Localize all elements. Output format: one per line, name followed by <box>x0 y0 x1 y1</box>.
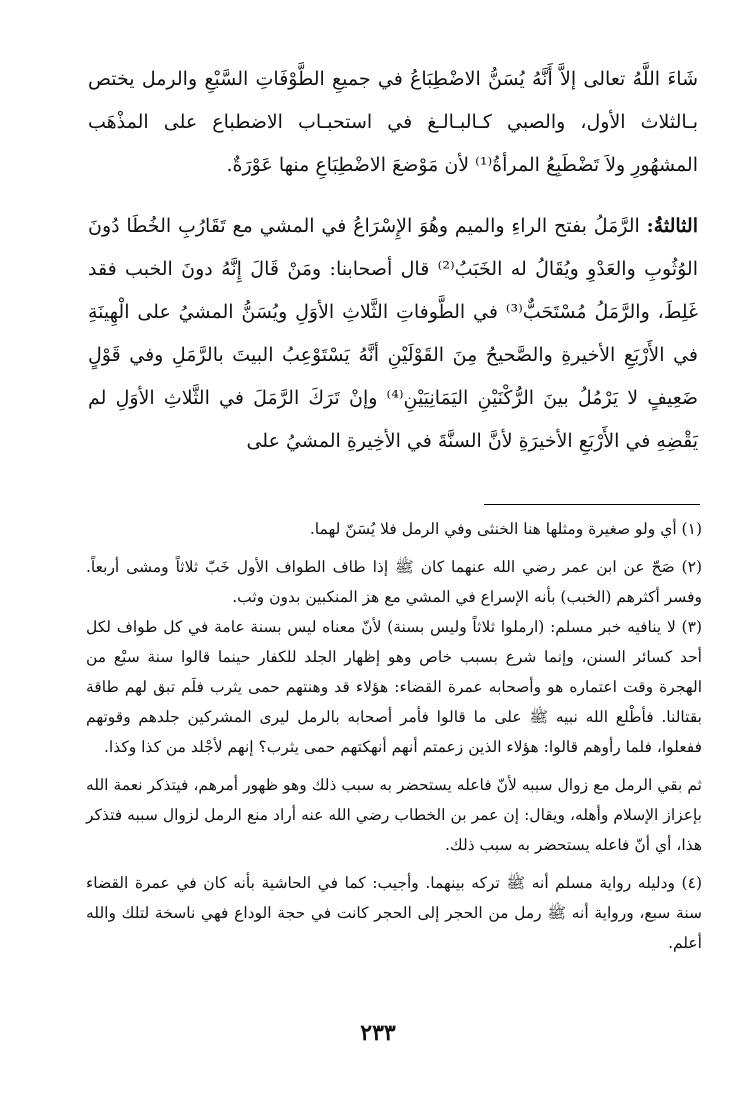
main-paragraph-2: الثالثةُ: الرَّمَلُ بفتح الراءِ والميم وهُوَ الإِسْرَاعُ في المشي مع تَقَارُبِ الخُطَا دُونَ الوُثُوبِ والعَدْوِ ويُقَالُ له الخَبَبُ⁽²⁾ قال أصحابنا: ومَنْ قَالَ إِنَّهُ دونَ الخبب فقد غَلِطَ، والرَّمَلُ مُسْتَحَبٌّ⁽³⁾ في الطَّوفاتِ الثَّلاثِ الأوَلِ ويُسَنُّ المشيُ على الْهِينَةِ في الأَرْبَعِ الأخيرةِ والصَّحيحُ مِنَ القَوْلَيْنِ أنَّهُ يَسْتَوْعِبُ البيتَ بالرَّمَلِ وفي قَوْلٍ ضَعِيفٍ لا يَرْمُلُ بينَ الرُّكْنَيْنِ اليَمَانِيَيْنِ⁽⁴⁾ وإنْ تَرَكَ الرَّمَلَ في الثَّلاثِ الأوَلِ لم يَقْضِهِ في الأَرْبَعِ الأخيرَةِ لأنَّ السنَّةَ في الأخِيرةِ المشيُ على <box>88 215 699 452</box>
footnote-separator <box>484 504 700 505</box>
footnote-1: (١) أي ولو صغيرة ومثلها هنا الخنثى وفي الرمل فلا يُسَنّ لهما. <box>309 520 702 538</box>
footnote-4: (٤) ودليله رواية مسلم أنه ﷺ تركه بينهما. وأجيب: كما في الحاشية بأنه كان في عمرة القضاء سنة سبع، ورواية أنه ﷺ رمل من الحجر إلى الحجر كانت في حجة الوداع فهي ناسخة لتلك والله أعلم. <box>86 874 702 952</box>
main-paragraph-1: شَاءَ اللَّهُ تعالى إلاَّ أَنَّهُ يُسَنُّ الاضْطِبَاعُ في جميعِ الطَّوْفَاتِ السَّبْعِ والرمل يختص بـالثلاث الأول، والصبي كـالبـالـغ في استحبـاب الاضطباع على المذْهَب المشهُورِ ولاَ تَضْطَبِعُ المرأةُ⁽¹⁾ لأن مَوْضعَ الاضْطِبَاعِ منها عَوْرَةٌ. <box>88 68 698 176</box>
main-text <box>88 58 698 463</box>
page-number: ٢٣٣ <box>360 1020 396 1046</box>
footnote-3-continuation: ثم بقي الرمل مع زوال سببه لأنّ فاعله يستحضر به سبب ذلك وهو ظهور أمرهم، فيتذكر نعمة الله بإعزاز الإسلام وأهله، ويقال: إن عمر بن الخطاب رضي الله عنه أراد منع الرمل لزوال سببه فتذكر هذا، أي أنّ فاعله يستحضر به سبب ذلك. <box>86 776 702 854</box>
footnotes <box>86 514 702 958</box>
footnote-3: (٣) لا ينافيه خبر مسلم: (ارملوا ثلاثاً وليس بسنة) لأنّ معناه ليس بسنة عامة في كل طواف لكل أحد كسائر السنن، وإنما شرع بسبب خاص وهو إظهار الجلد للكفار حينما قالوا سنة سبْع من الهجرة وقت اعتماره هو وأصحابه عمرة القضاء: هؤلاء قد وهنتهم حمى يثرب فلَم تبق لهم طاقة بقتالنا. فأطْلع الله نبيه ﷺ على ما قالوا فأمر أصحابه بالرمل ليرى المشركين جلدهم وقوتهم ففعلوا، فلما رأوهم قالوا: هؤلاء الذين زعمتم أنهم أنهكتهم حمى يثرب؟ إنهم لأجْلد من كذا وكذا. <box>86 618 702 756</box>
section-heading: الثالثةُ: <box>646 215 698 237</box>
footnote-2: (٢) صَحّ عن ابن عمر رضي الله عنهما كان ﷺ إذا طاف الطواف الأول خَبّ ثلاثاً ومشى أربعاً. وفسر أكثرهم (الخبب) بأنه الإسراع في المشي مع هز المنكبين بدون وثب. <box>86 558 702 606</box>
main-text-block <box>88 58 698 463</box>
